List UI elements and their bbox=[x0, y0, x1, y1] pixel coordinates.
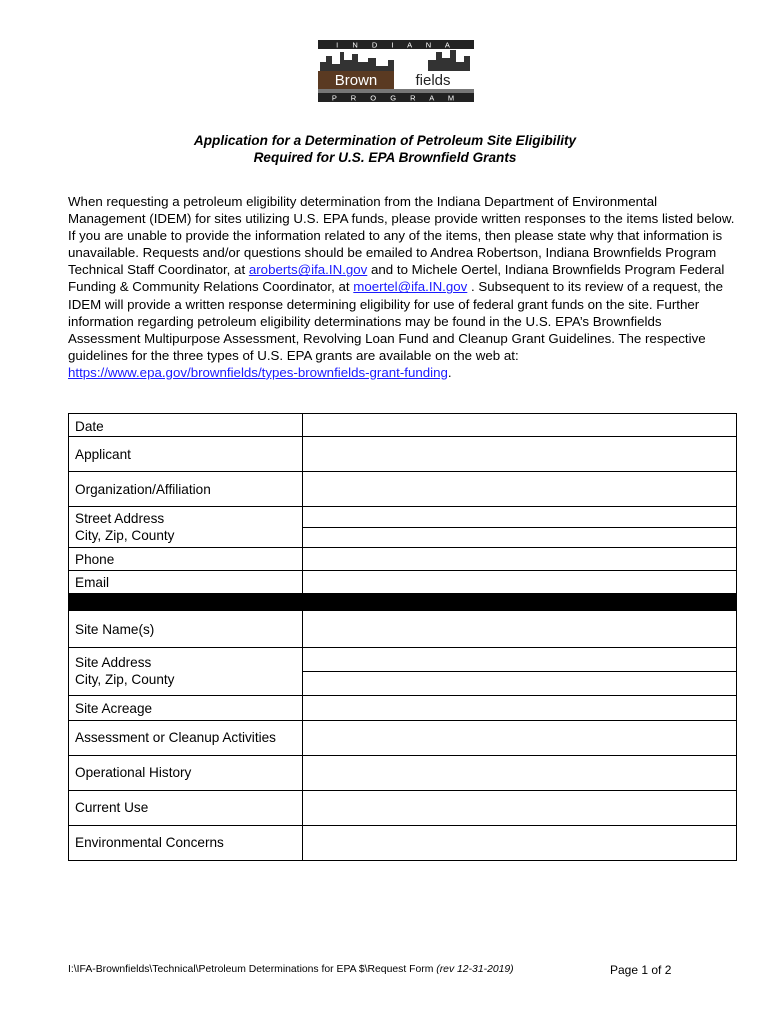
row-street-address bbox=[69, 507, 737, 548]
label-operational-history: Operational History bbox=[69, 756, 303, 791]
row-activities bbox=[69, 721, 737, 756]
field-environmental-concerns[interactable] bbox=[303, 826, 737, 861]
email-link-aroberts[interactable]: aroberts@ifa.IN.gov bbox=[248, 262, 368, 278]
row-site-address bbox=[69, 648, 737, 696]
logo-bottom-text: P R O G R A M bbox=[331, 93, 461, 102]
intro-url-end: . bbox=[447, 364, 452, 380]
intro-paragraph bbox=[68, 193, 736, 381]
field-phone[interactable] bbox=[303, 548, 737, 571]
label-street-address: Street Address City, Zip, County bbox=[69, 507, 303, 548]
row-email bbox=[69, 571, 737, 594]
label-site-acreage: Site Acreage bbox=[69, 696, 303, 721]
row-current-use bbox=[69, 791, 737, 826]
row-applicant bbox=[69, 437, 737, 472]
label-email: Email bbox=[69, 571, 303, 594]
intro-text-2: and to Michele Oertel, Indiana Brownfields Program Federal Funding & Community Relations Coordinator, at bbox=[68, 262, 725, 295]
field-street-address[interactable] bbox=[303, 507, 736, 527]
label-activities: Assessment or Cleanup Activities bbox=[69, 721, 303, 756]
title-line-1: Application for a Determination of Petroleum Site Eligibility bbox=[193, 133, 577, 148]
footer-revision: (rev 12-31-2019) bbox=[436, 964, 514, 975]
row-site-acreage bbox=[69, 696, 737, 721]
row-environmental-concerns bbox=[69, 826, 737, 861]
label-site-names: Site Name(s) bbox=[69, 611, 303, 648]
row-operational-history bbox=[69, 756, 737, 791]
label-date: Date bbox=[69, 414, 303, 437]
logo-word-fields: fields bbox=[415, 72, 451, 89]
field-organization[interactable] bbox=[303, 472, 737, 507]
field-email[interactable] bbox=[303, 571, 737, 594]
label-current-use: Current Use bbox=[69, 791, 303, 826]
label-environmental-concerns: Environmental Concerns bbox=[69, 826, 303, 861]
field-site-address[interactable] bbox=[303, 648, 736, 671]
field-site-names[interactable] bbox=[303, 611, 737, 648]
epa-grant-url-link[interactable]: https://www.epa.gov/brownfields/types-brownfields-grant-funding bbox=[68, 364, 448, 380]
field-site-acreage[interactable] bbox=[303, 696, 737, 721]
intro-text-1: When requesting a petroleum eligibility determination from the Indiana Department of Environmental Management (IDEM) for sites utilizing U.S. EPA funds, please provide written responses to the items listed below. If you are unable to provide the information related to any of the items, then please state why that information is unavailable. Requests and/or questions should be emailed to Andrea Robertson, Indiana Brownfields Program Technical Staff Coordinator, at bbox=[68, 194, 735, 278]
field-site-city-zip-county[interactable] bbox=[303, 671, 736, 695]
indiana-brownfields-logo bbox=[318, 40, 474, 102]
request-form-table bbox=[68, 413, 737, 861]
document-title bbox=[0, 132, 770, 166]
row-site-names bbox=[69, 611, 737, 648]
row-organization bbox=[69, 472, 737, 507]
page-number: Page 1 of 2 bbox=[610, 963, 672, 977]
title-line-2: Required for U.S. EPA Brownfield Grants bbox=[253, 150, 517, 165]
email-link-moertel[interactable]: moertel@ifa.IN.gov bbox=[353, 279, 468, 295]
row-date bbox=[69, 414, 737, 437]
field-activities[interactable] bbox=[303, 721, 737, 756]
label-site-address: Site Address City, Zip, County bbox=[69, 648, 303, 696]
label-applicant: Applicant bbox=[69, 437, 303, 472]
section-divider bbox=[69, 594, 737, 611]
field-current-use[interactable] bbox=[303, 791, 737, 826]
label-phone: Phone bbox=[69, 548, 303, 571]
footer-file-path: I:\IFA-Brownfields\Technical\Petroleum Determinations for EPA $\Request Form (rev 12-31-2019) bbox=[68, 964, 514, 975]
intro-text-3: . Subsequent to its review of a request, the IDEM will provide a written response determining eligibility for use of federal grant funds on the site. Further information regarding petroleum eligibility determinations may be found in the U.S. EPA’s Brownfields Assessment Multipurpose Assessment, Revolving Loan Fund and Cleanup Grant Guidelines. The respective guidelines for the three types of U.S. EPA grants are available on the web at: bbox=[68, 279, 724, 363]
logo-word-brown: Brown bbox=[334, 72, 378, 89]
logo-top-text: I N D I A N A bbox=[336, 40, 456, 50]
field-date[interactable] bbox=[303, 414, 737, 437]
label-organization: Organization/Affiliation bbox=[69, 472, 303, 507]
field-applicant[interactable] bbox=[303, 437, 737, 472]
field-operational-history[interactable] bbox=[303, 756, 737, 791]
row-phone bbox=[69, 548, 737, 571]
field-city-zip-county[interactable] bbox=[303, 527, 736, 548]
